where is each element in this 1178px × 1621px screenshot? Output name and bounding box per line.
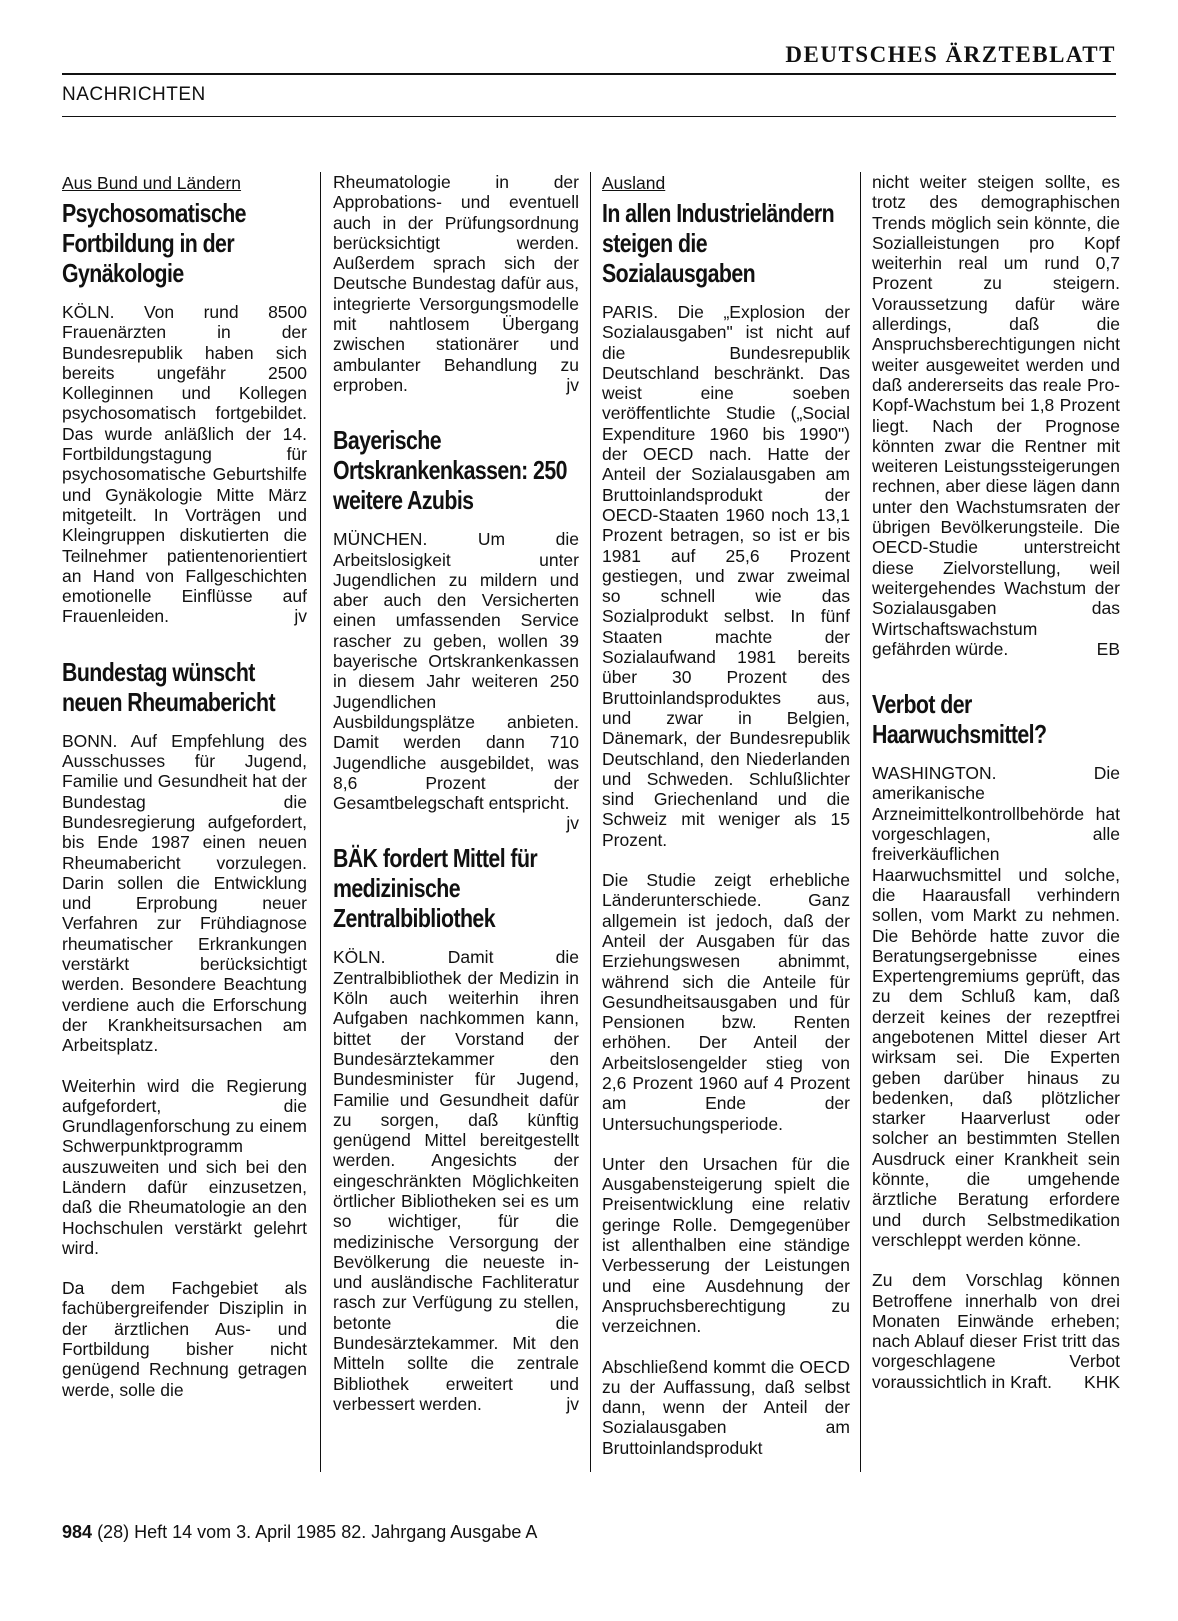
column-3 <box>602 172 850 1492</box>
column-divider <box>320 172 321 1472</box>
author-signature: KHK <box>1084 1371 1120 1392</box>
article-headline: Bayerische Ortskrankenkassen: 250 weitere Azubis <box>333 425 567 516</box>
article-paragraph: WASHINGTON. Die amerikanische Arzneimittelkontrollbehörde hat vorgeschlagen, alle freiverkäuflichen Haarwuchsmittel und solche, die Haarausfall verhindern sollen, vom Markt zu nehmen. Die Behörde hatte zuvor die Beratungsergebnisse eines Expertengremiums geprüft, das zu dem Schluß kam, daß derzeit keines der rezeptfrei angebotenen Mittel dieser Art wirksam sei. Die Experten geben darüber hinaus zu bedenken, daß plötzlicher starker Haarverlust oder solcher an bestimmten Stellen Ausdruck einer Krankheit sein könnte, die umgehende ärztliche Beratung erfordere und durch Selbstmedikation verschleppt werden könne. <box>872 763 1120 1250</box>
article-paragraph: Zu dem Vorschlag können Betroffene innerhalb von drei Monaten Einwände erheben; nach Ablauf dieser Frist tritt das vorgeschlagene Verbot voraussichtlich in Kraft. KHK <box>872 1270 1120 1392</box>
section-rule <box>62 116 1116 117</box>
article-paragraph: Da dem Fachgebiet als fachübergreifender Disziplin in der ärztlichen Aus- und Fortbildung bisher nicht genügend Rechnung getragen werde, solle die <box>62 1278 307 1400</box>
article-paragraph: Weiterhin wird die Regierung aufgefordert, die Grundlagenforschung zu einem Schwerpunktprogramm auszuweiten und sich bei den Ländern dafür einzusetzen, daß die Rheumatologie an den Hochschulen verstärkt gelehrt wird. <box>62 1075 307 1258</box>
rubric: Ausland <box>602 173 666 193</box>
article-headline: Bundestag wünscht neuen Rheumabericht <box>62 656 276 717</box>
column-2 <box>333 172 579 1492</box>
article-headline: Psychosomatische Fortbildung in der Gynäkologie <box>62 198 246 288</box>
article-headline: BÄK fordert Mittel für medizinische Zentralbibliothek <box>333 843 538 934</box>
section-label: NACHRICHTEN <box>62 84 206 105</box>
article-headline: Verbot der Haarwuchsmittel? <box>872 689 1047 750</box>
page-footer <box>62 1522 537 1543</box>
author-signature: jv <box>566 374 579 395</box>
column-divider <box>590 172 591 1472</box>
author-signature: jv <box>294 606 307 627</box>
author-signature: jv <box>566 1393 579 1414</box>
rubric: Aus Bund und Ländern <box>62 173 242 193</box>
article-paragraph: Abschließend kommt die OECD zu der Auffassung, daß selbst dann, wenn der Anteil der Sozialausgaben am Bruttoinlandsprodukt <box>602 1356 850 1458</box>
article-paragraph: Die Studie zeigt erhebliche Länderunterschiede. Ganz allgemein ist jedoch, daß der Anteil der Ausgaben für das Erziehungswesen abnimmt, während sich die Anteile für Gesundheitsausgaben und für Pensionen bzw. Renten erhöhen. Der Anteil der Arbeitslosengelder stieg von 2,6 Prozent 1960 auf 4 Prozent am Ende der Untersuchungsperiode. <box>602 870 850 1134</box>
author-signature: jv <box>566 813 579 834</box>
masthead: DEUTSCHES ÄRZTEBLATT <box>785 42 1116 67</box>
issue-info: (28) Heft 14 vom 3. April 1985 82. Jahrgang Ausgabe A <box>97 1522 538 1542</box>
article-paragraph: nicht weiter steigen sollte, es trotz des demographischen Trends möglich sein könnte, die Sozialleistungen pro Kopf weiterhin real um rund 0,7 Prozent zu steigern. Voraussetzung dafür wäre allerdings, daß die Anspruchsberechtigungen nicht weiter ausgeweitet werden und daß andererseits das reale Pro-Kopf-Wachstum bei 1,8 Prozent liegt. Nach der Prognose könnten zwar die Rentner mit weiteren Leistungssteigerungen rechnen, aber diese lägen dann unter den Wachstumsraten der übrigen Bevölkerungsteile. Die OECD-Studie unterstreicht diese Zielvorstellung, weil weitergehendes Wachstum der Sozialausgaben das Wirtschaftswachstum gefährden würde. EB <box>872 172 1120 659</box>
article-paragraph: MÜNCHEN. Um die Arbeitslosigkeit unter Jugendlichen zu mildern und aber auch den Versicherten einen umfassenden Service rascher zu geben, wollen 39 bayerische Ortskrankenkassen in diesem Jahr weiteren 250 Jugendlichen Ausbildungsplätze anbieten. Damit werden dann 710 Jugendliche ausgebildet, was 8,6 Prozent der Gesamtbelegschaft entspricht. jv <box>333 529 579 834</box>
article-headline: In allen Industrieländern steigen die Sozialausgaben <box>602 198 835 288</box>
masthead-rule <box>62 73 1116 75</box>
author-signature: EB <box>1096 638 1120 659</box>
column-divider <box>860 172 861 1472</box>
article-paragraph: Rheumatologie in der Approbations- und eventuell auch in der Prüfungsordnung berücksichtigt werden. Außerdem sprach sich der Deutsche Bundestag dafür aus, integrierte Versorgungsmodelle mit nahtlosem Übergang zwischen stationärer und ambulanter Behandlung zu erproben. jv <box>333 172 579 395</box>
article-paragraph: KÖLN. Von rund 8500 Frauenärzten in der Bundesrepublik haben sich bereits ungefähr 2500 Kolleginnen und Kollegen psychosomatisch fortgebildet. Das wurde anläßlich der 14. Fortbildungstagung für psychosomatische Geburtshilfe und Gynäkologie Mitte März mitgeteilt. In Vorträgen und Kleingruppen diskutierten die Teilnehmer patientenorientiert an Hand von Fallgeschichten emotionelle Einflüsse auf Frauenleiden. jv <box>62 302 307 627</box>
column-4 <box>872 172 1120 1492</box>
article-paragraph: BONN. Auf Empfehlung des Ausschusses für Jugend, Familie und Gesundheit hat der Bundestag die Bundesregierung aufgefordert, bis Ende 1987 einen neuen Rheumabericht vorzulegen. Darin sollen die Entwicklung und Erprobung neuer Verfahren zur Frühdiagnose rheumatischer Erkrankungen verstärkt berücksichtigt werden. Besondere Beachtung verdiene auch die Erforschung der Krankheitsursachen am Arbeitsplatz. <box>62 730 307 1056</box>
article-paragraph: KÖLN. Damit die Zentralbibliothek der Medizin in Köln auch weiterhin ihren Aufgaben nachkommen kann, bittet der Vorstand der Bundesärztekammer den Bundesminister für Jugend, Familie und Gesundheit dafür zu sorgen, daß künftig genügend Mittel bereitgestellt werden. Angesichts der eingeschränkten Möglichkeiten örtlicher Bibliotheken sei es um so wichtiger, für die medizinische Versorgung der Bevölkerung die neueste in- und ausländische Fachliteratur rasch zur Verfügung zu stellen, betonte die Bundesärztekammer. Mit den Mitteln sollte die zentrale Bibliothek erweitert und verbessert werden. jv <box>333 947 579 1414</box>
article-paragraph: Unter den Ursachen für die Ausgabensteigerung spielt die Preisentwicklung eine relativ geringe Rolle. Demgegenüber ist allenthalben eine ständige Verbesserung der Leistungen und eine Ausdehnung der Anspruchsberechtigung zu verzeichnen. <box>602 1153 850 1337</box>
column-1 <box>62 172 307 1492</box>
article-paragraph: PARIS. Die „Explosion der Sozialausgaben" ist nicht auf die Bundesrepublik Deutschland beschränkt. Das weist eine soeben veröffentlichte Studie („Social Expenditure 1960 bis 1990") der OECD nach. Hatte der Anteil der Sozialausgaben am Bruttoinlandsprodukt der OECD-Staaten 1960 noch 13,1 Prozent betragen, so ist er bis 1981 auf 25,6 Prozent gestiegen, und zwar zweimal so schnell wie das Sozialprodukt selbst. In fünf Staaten machte der Sozialaufwand 1981 bereits über 30 Prozent des Bruttoinlandsproduktes aus, und zwar in Belgien, Dänemark, der Bundesrepublik Deutschland, den Niederlanden und Schweden. Schlußlichter sind Griechenland und die Schweiz mit weniger als 15 Prozent. <box>602 302 850 850</box>
page-number: 984 <box>62 1522 93 1542</box>
